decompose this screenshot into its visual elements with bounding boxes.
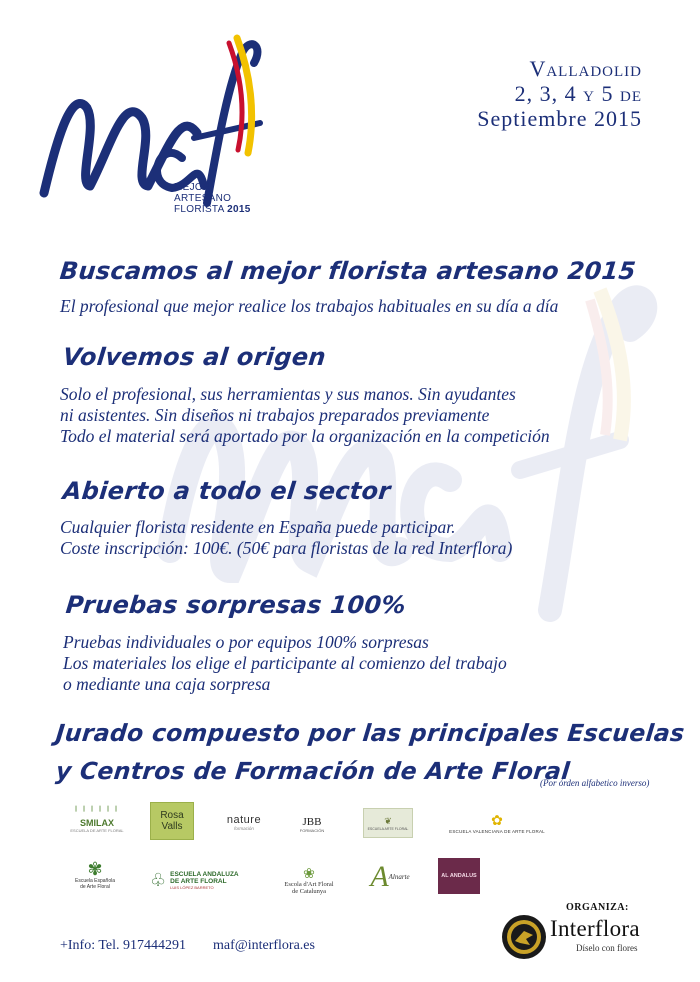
tabara-sub: ESCUELA ARTE FLORAL — [367, 826, 409, 831]
interflora-brand: Interflora — [550, 916, 640, 941]
section-4-heading: Pruebas sorpresas 100% — [64, 591, 408, 619]
event-info — [477, 56, 642, 131]
espanola-line-1: Escuela Española — [74, 878, 116, 884]
section-3-heading: Abierto a todo el sector — [61, 477, 393, 505]
rosavalls-logo — [150, 802, 194, 840]
mercury-seal-icon — [500, 913, 548, 961]
section-4-line-3: o mediante una caja sorpresa — [63, 674, 271, 694]
andaluza-line-3: LUIS LÓPEZ BARRETO — [170, 884, 214, 890]
section-1-line-1: El profesional que mejor realice los trabajos habituales en su día a día — [60, 296, 559, 316]
rosavalls-line-2: Valls — [161, 821, 183, 832]
section-2-line-1: Solo el profesional, sus herramientas y sus manos. Sin ayudantes — [60, 384, 516, 404]
smilax-logo: ╵╵╵╵╵╵ SMILAX ESCUELA DE ARTE FLORAL — [70, 807, 124, 833]
section-2-line-3: Todo el material será aportado por la organización en la competición — [60, 426, 550, 446]
event-month-year: Septiembre 2015 — [477, 106, 642, 131]
section-3-line-2: Coste inscripción: 100€. (50€ para floristas de la red Interflora) — [60, 538, 513, 558]
interflora-tagline: Díselo con flores — [576, 943, 638, 953]
jbb-name: JBB — [302, 815, 322, 828]
espanola-logo: ✾ Escuela Española de Arte Floral — [74, 859, 116, 890]
section-4-line-1: Pruebas individuales o por equipos 100% sorpresas — [63, 632, 429, 652]
rosavalls-line-1: Rosa — [160, 810, 184, 821]
section-1-body — [60, 296, 558, 317]
nature-name: nature — [226, 813, 262, 826]
valenciana-logo: ✿ ESCUELA VALENCIANA DE ARTE FLORAL — [449, 812, 545, 834]
valenciana-name: ESCUELA VALENCIANA DE ARTE FLORAL — [449, 829, 545, 834]
espanola-line-2: de Arte Floral — [80, 884, 110, 890]
section-3-line-1: Cualquier florista residente en España puede participar. — [60, 517, 456, 537]
event-city: Valladolid — [529, 56, 642, 81]
nature-sub: formación — [234, 825, 254, 831]
logo-sub-line-3: FLORISTA — [174, 204, 225, 215]
section-2-body — [60, 384, 550, 447]
section-3-body — [60, 517, 512, 559]
andaluza-line-1: ESCUELA ANDALUZA — [170, 870, 239, 878]
jbb-logo — [288, 810, 336, 838]
jury-heading-line-2: y Centros de Formación de Arte Floral — [54, 757, 572, 785]
smilax-name: SMILAX — [79, 818, 114, 828]
event-dates: 2, 3, 4 y 5 de — [514, 81, 642, 106]
logo-sub-line-2: ARTESANO — [174, 193, 232, 204]
alandalus-logo — [438, 858, 480, 894]
logo-subtitle — [174, 182, 251, 215]
logo-sub-line-1: MEJOR — [174, 182, 211, 193]
catalunya-line-1: Escola d'Art Floral — [284, 881, 334, 888]
section-4-body — [63, 632, 507, 695]
andaluza-logo: ♧ ESCUELA ANDALUZA DE ARTE FLORAL LUIS LÓPEZ BARRETO — [150, 869, 239, 890]
jury-heading-line-1: Jurado compuesto por las principales Escuelas — [54, 719, 687, 747]
section-1-heading: Buscamos al mejor florista artesano 2015 — [58, 257, 638, 285]
andaluza-line-2: DE ARTE FLORAL — [170, 877, 227, 885]
section-4-line-2: Los materiales los elige el participante al comienzo del trabajo — [63, 653, 507, 673]
organiza-label: ORGANIZA: — [566, 902, 629, 913]
jury-order-note: (Por órden alfabetico inverso) — [540, 778, 650, 788]
contact-email[interactable]: maf@interflora.es — [213, 938, 315, 953]
nature-logo — [214, 810, 274, 834]
alnarte-logo: A Alnarte — [370, 860, 410, 893]
tabara-logo: ❦ ESCUELA ARTE FLORAL — [363, 808, 413, 838]
footer-info — [60, 938, 315, 954]
logo-sub-year: 2015 — [227, 204, 251, 215]
section-2-line-2: ni asistentes. Sin diseños ni trabajos preparados previamente — [60, 405, 490, 425]
alnarte-name: Alnarte — [388, 873, 410, 881]
jbb-sub: FORMACIÓN — [299, 827, 325, 833]
smilax-sub: ESCUELA DE ARTE FLORAL — [70, 828, 124, 833]
alandalus-name: AL ANDALUS — [441, 872, 477, 879]
catalunya-logo: ❀ Escola d'Art Floral de Catalunya — [284, 865, 334, 895]
contact-phone: +Info: Tel. 917444291 — [60, 938, 187, 953]
catalunya-line-2: de Catalunya — [291, 888, 327, 895]
section-2-heading: Volvemos al origen — [61, 343, 328, 371]
